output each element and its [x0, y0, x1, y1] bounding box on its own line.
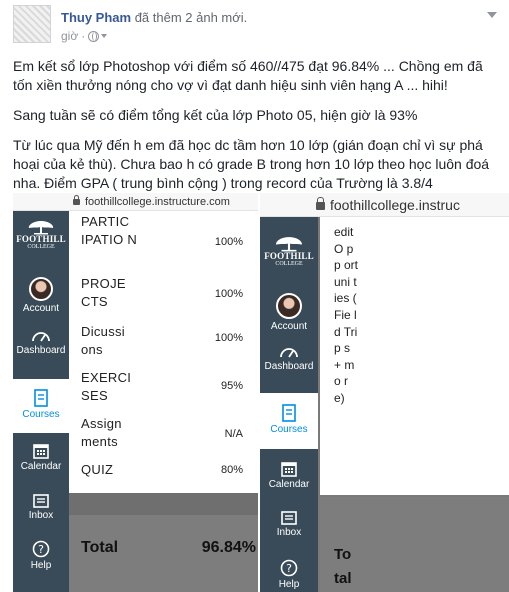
nav-inbox[interactable] — [13, 494, 69, 521]
nav-label: Courses — [22, 409, 60, 420]
nav-label: Calendar — [268, 479, 310, 490]
grade-score: 100% — [214, 332, 243, 344]
canvas-sidebar — [13, 211, 69, 592]
nav-courses[interactable] — [13, 379, 69, 433]
nav-account[interactable] — [13, 277, 69, 314]
total-row — [69, 493, 258, 592]
grade-score: 100% — [214, 236, 243, 248]
browser-url-bar — [13, 193, 258, 211]
canvas-sidebar — [260, 217, 318, 592]
nav-account[interactable] — [260, 293, 318, 332]
nav-help[interactable] — [13, 540, 69, 571]
nav-dashboard[interactable] — [260, 345, 318, 372]
nav-label: Help — [30, 560, 52, 571]
post-paragraph: Em kết sổ lớp Photoshop với điểm số 460//475 đạt 96.84% ... Chồng em đã tốn xiền thưởng nóng cho vợ vì đạt danh hiệu sinh viên hạng A ... hihi! — [13, 58, 483, 93]
total-row-shade — [69, 493, 258, 515]
post-meta — [61, 29, 107, 43]
dashboard-gauge-icon — [279, 345, 299, 359]
grade-score: 100% — [214, 288, 243, 300]
grade-row — [69, 275, 258, 315]
nav-label: Dashboard — [16, 345, 66, 356]
grade-category: PARTIC IPATIO N — [81, 214, 138, 247]
assignment-detail — [318, 217, 509, 592]
post-paragraph: Từ lúc qua Mỹ đến h em đã học dc tầm hơn 10 lớp (gián đoạn chỉ vì sự phá hoại của kẻ thù). Chưa bao h có grade B trong hơn 10 lớp theo học luôn đoá nha. Điểm GPA ( trung bình cộng ) trong record của Trường là 3.8/4 — [13, 137, 490, 191]
grade-row — [69, 369, 258, 409]
grade-row — [69, 461, 258, 483]
nav-courses[interactable] — [260, 393, 318, 449]
author-avatar[interactable] — [13, 5, 51, 43]
logo-subtitle: COLLEGE — [27, 244, 55, 250]
author-line — [61, 10, 247, 25]
grade-category: PROJE CTS — [81, 276, 126, 309]
calendar-icon — [281, 461, 297, 477]
logo-name: FOOTHILL — [264, 251, 314, 261]
chevron-down-icon[interactable] — [101, 34, 107, 38]
nav-dashboard[interactable] — [13, 329, 69, 356]
svg-text:?: ? — [286, 562, 292, 575]
grades-table — [69, 211, 258, 592]
post-timestamp[interactable]: giờ — [61, 29, 79, 43]
nav-calendar[interactable] — [260, 461, 318, 490]
logo-subtitle: COLLEGE — [275, 261, 303, 267]
nav-calendar[interactable] — [13, 443, 69, 472]
nav-label: Inbox — [28, 510, 54, 521]
grade-score: 95% — [220, 380, 243, 392]
dashboard-gauge-icon — [31, 329, 51, 343]
globe-icon[interactable] — [88, 31, 99, 42]
url-text: foothillcollege.instruc — [330, 197, 460, 213]
calendar-icon — [33, 443, 49, 459]
nav-label: Account — [22, 303, 60, 314]
nav-label: Dashboard — [264, 361, 314, 372]
nav-label: Calendar — [20, 461, 62, 472]
lock-icon — [73, 199, 80, 205]
grade-category: QUIZ — [81, 462, 114, 477]
courses-book-icon — [33, 389, 49, 407]
url-text: foothillcollege.instructure.com — [85, 196, 230, 208]
browser-url-bar — [260, 193, 509, 217]
college-logo — [13, 219, 69, 251]
help-question-icon — [280, 559, 298, 577]
total-row — [320, 497, 509, 592]
total-label: To tal — [334, 546, 352, 587]
grade-category: Dicussi ons — [81, 324, 125, 357]
grade-score: 80% — [220, 464, 243, 476]
inbox-icon — [33, 494, 49, 508]
college-logo — [260, 235, 318, 268]
meta-separator: · — [81, 29, 86, 43]
tree-logo-icon — [273, 235, 305, 252]
post-photo-detail[interactable] — [260, 193, 509, 592]
assignment-group-name: edit O pp ort uni ties ( Fie ld Trip s + mo re) — [334, 225, 359, 405]
account-avatar-icon — [276, 293, 302, 319]
grade-row — [69, 213, 258, 267]
total-label: Total — [81, 539, 119, 556]
nav-label: Inbox — [276, 527, 302, 538]
grade-category: Assign ments — [81, 416, 122, 449]
post-body — [13, 57, 501, 204]
grade-score: N/A — [224, 428, 243, 440]
grade-row — [69, 415, 258, 455]
grade-category: EXERCI SES — [81, 370, 132, 403]
account-avatar-icon — [29, 277, 53, 301]
nav-label: Account — [270, 321, 308, 332]
svg-text:?: ? — [38, 543, 44, 556]
post-photo-grades[interactable] — [13, 193, 258, 592]
post-action-text: đã thêm 2 ảnh mới. — [134, 10, 248, 25]
courses-book-icon — [281, 404, 297, 422]
tree-logo-icon — [26, 219, 56, 235]
post-paragraph: Sang tuần sẽ có điểm tổng kết của lớp Photo 05, hiện giờ là 93% — [13, 107, 418, 123]
total-score: 96.84% — [201, 539, 256, 556]
nav-inbox[interactable] — [260, 511, 318, 538]
nav-label: Help — [278, 579, 300, 590]
post-options-chevron-icon[interactable] — [487, 12, 497, 18]
author-name-link[interactable]: Thuy Pham — [61, 10, 132, 25]
inbox-icon — [281, 511, 297, 525]
help-question-icon — [32, 540, 50, 558]
post-header — [0, 0, 509, 52]
logo-name: FOOTHILL — [16, 234, 66, 244]
lock-icon — [316, 202, 325, 210]
nav-label: Courses — [270, 424, 308, 435]
grade-row — [69, 323, 258, 363]
nav-help[interactable] — [260, 559, 318, 590]
